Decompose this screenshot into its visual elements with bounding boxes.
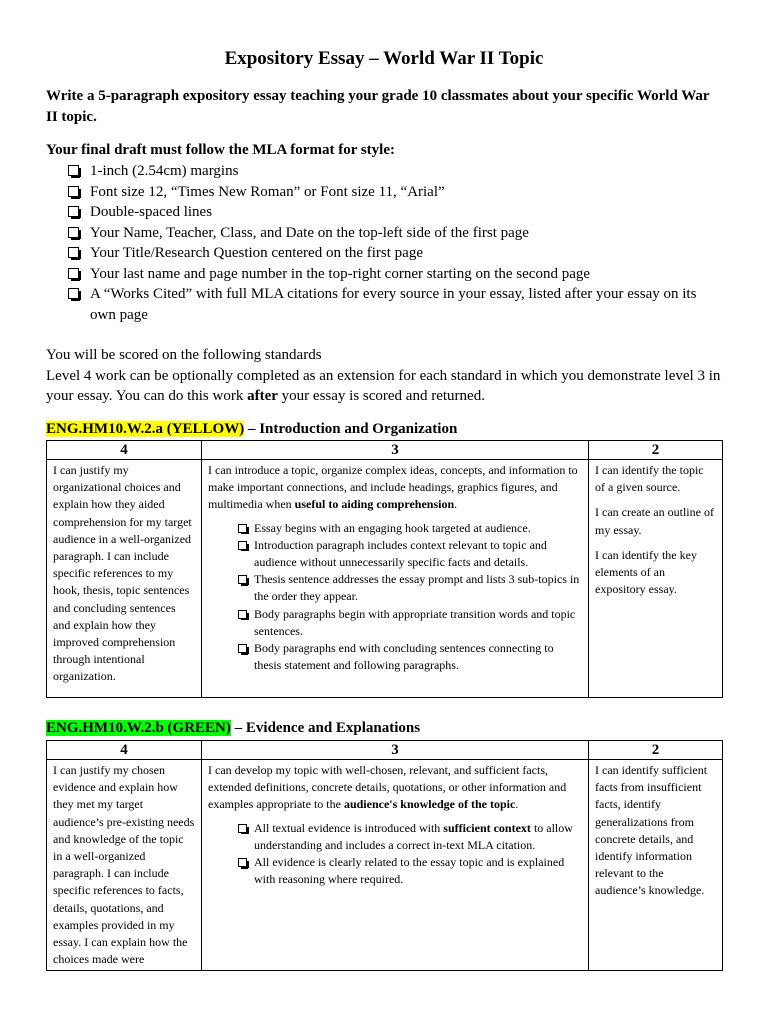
checkbox-icon [238,524,247,533]
section-heading-introduction [46,421,457,438]
level-2-cell: I can identify the topic of a given source. I can create an outline of my essay. I can identify the key elements of an expository essay. [589,460,723,698]
level-4-cell: I can justify my organizational choices and explain how they aided comprehension for my target audience in a well-organized paragraph. I can include specific references to my hook, thesis, topic sentences and concluding sentences and explain how they improved comprehension through intentional organization. [47,460,202,698]
checkbox-icon [238,575,247,584]
mla-heading: Your final draft must follow the MLA format for style: [46,142,395,158]
criteria-item: All evidence is clearly related to the essay topic and is explained with reasoning where required. [238,854,582,888]
checkbox-icon [238,541,247,550]
mla-item: Double-spaced lines [68,202,718,223]
level-header: 4 [47,441,202,460]
page-title: Expository Essay – World War II Topic [224,48,544,69]
standard-code: ENG.HM10.W.2.a (YELLOW) [46,421,245,437]
mla-item: A “Works Cited” with full MLA citations for every source in your essay, listed after your essay on its own page [68,284,718,325]
level-3-cell: I can introduce a topic, organize complex ideas, concepts, and information to make important connections, and include headings, graphics figures, and multimedia when useful to aiding comprehension. Essay begins with an engaging hook targeted at audience. Introduction paragraph includes context relevant to topic and audience without unnecessarily specific facts and details. Thesis sentence addresses the essay prompt and lists 3 sub-topics in the order they appear. Body paragraphs begin with appropriate transition words and topic sentences. Body paragraphs end with concluding sentences connecting to thesis statement and following paragraphs. [202,460,589,698]
criteria-item: All textual evidence is introduced with sufficient context to allow understanding and includes a correct in-text MLA citation. [238,820,582,854]
level-header: 2 [589,441,723,460]
mla-item: Your Title/Research Question centered on the first page [68,243,718,264]
mla-item: Your last name and page number in the top-right corner starting on the second page [68,264,718,285]
checkbox-icon [238,824,247,833]
level-header: 3 [202,441,589,460]
section-title: – Evidence and Explanations [230,720,421,736]
level-2-cell: I can identify sufficient facts from insufficient facts, identify generalizations from concrete details, and identify information relevant to the audience’s knowledge. [589,760,723,971]
checkbox-icon [68,227,79,238]
criteria-item: Essay begins with an engaging hook targeted at audience. [238,520,582,537]
scoring-text [46,345,726,407]
assignment-intro: Write a 5-paragraph expository essay teaching your grade 10 classmates about your specific World War II topic. [46,88,710,125]
rubric-table-evidence [46,740,723,971]
rubric-table-introduction [46,440,723,698]
level-4-cell: I can justify my chosen evidence and explain how they met my target audience’s pre-existing needs and knowledge of the topic in a well-organized paragraph. I can include specific references to facts, details, quotations, and examples provided in my essay. I can explain how the choices made were [47,760,202,971]
mla-item: 1-inch (2.54cm) margins [68,161,718,182]
standard-code: ENG.HM10.W.2.b (GREEN) [46,720,231,736]
checkbox-icon [238,858,247,867]
checkbox-icon [238,644,247,653]
scoring-line-2: Level 4 work can be optionally completed as an extension for each standard in which you demonstrate level 3 in your essay. You can do this work after your essay is scored and returned. [46,367,721,404]
level-header: 2 [589,741,723,760]
criteria-list [208,820,582,889]
section-title: – Introduction and Organization [244,421,458,437]
checkbox-icon [68,165,79,176]
criteria-item: Body paragraphs end with concluding sentences connecting to thesis statement and following paragraphs. [238,640,582,674]
mla-item: Font size 12, “Times New Roman” or Font size 11, “Arial” [68,182,718,203]
mla-checklist [68,161,718,325]
checkbox-icon [238,610,247,619]
checkbox-icon [68,186,79,197]
section-heading-evidence [46,720,420,737]
criteria-item: Thesis sentence addresses the essay prompt and lists 3 sub-topics in the order they appear. [238,571,582,605]
criteria-list [208,520,582,675]
level-3-cell: I can develop my topic with well-chosen, relevant, and sufficient facts, extended definitions, concrete details, quotations, or other information and examples appropriate to the audience's knowledge of the topic. All textual evidence is introduced with sufficient context to allow understanding and includes a correct in-text MLA citation. All evidence is clearly related to the essay topic and is explained with reasoning where required. [202,760,589,971]
mla-item: Your Name, Teacher, Class, and Date on the top-left side of the first page [68,223,718,244]
level-header: 3 [202,741,589,760]
criteria-item: Introduction paragraph includes context relevant to topic and audience without unnecessarily specific facts and details. [238,537,582,571]
checkbox-icon [68,206,79,217]
level-header: 4 [47,741,202,760]
scoring-line-1: You will be scored on the following standards [46,347,322,363]
checkbox-icon [68,268,79,279]
checkbox-icon [68,288,79,299]
checkbox-icon [68,247,79,258]
criteria-item: Body paragraphs begin with appropriate transition words and topic sentences. [238,606,582,640]
